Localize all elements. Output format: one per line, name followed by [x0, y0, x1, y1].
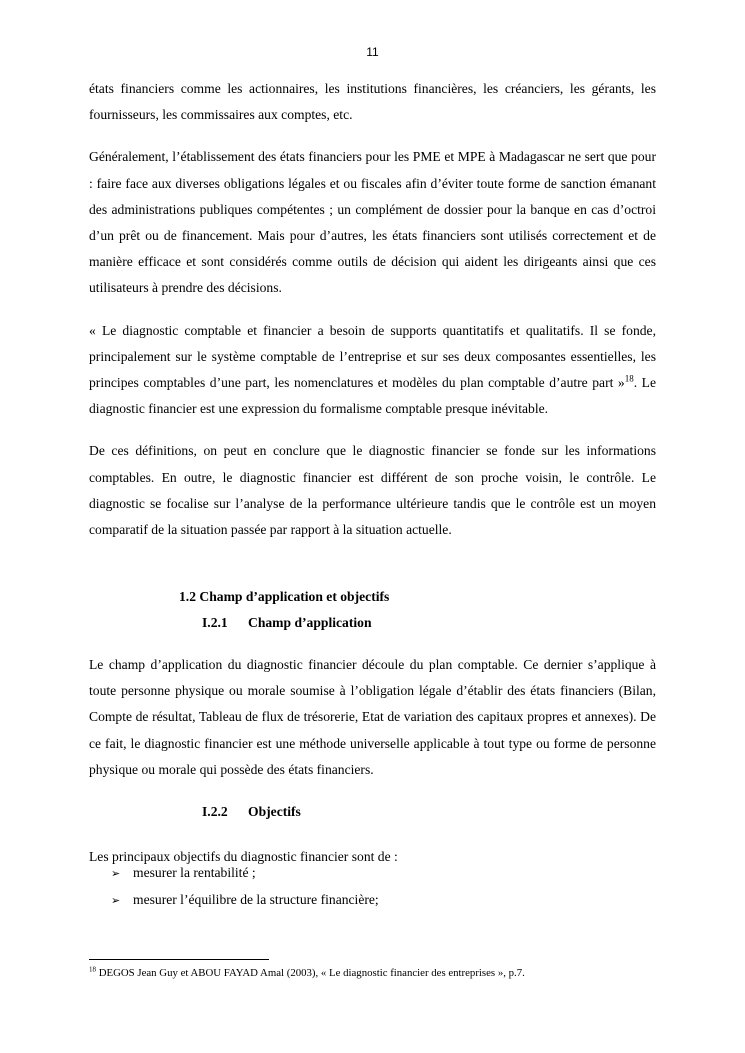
footnote-text: DEGOS Jean Guy et ABOU FAYAD Amal (2003), « Le diagnostic financier des entreprises », p.7. [96, 967, 525, 979]
subsection-heading-1-2-1 [202, 613, 372, 633]
subsection-number: I.2.2 [202, 804, 228, 819]
quote-continuation: . Le diagnostic financier est une expression du formalisme comptable presque inévitable. [89, 375, 656, 417]
list-item [111, 887, 379, 914]
body-text [89, 76, 656, 543]
subsection-number: I.2.1 [202, 615, 228, 630]
paragraph-6: Les principaux objectifs du diagnostic financier sont de : [89, 849, 398, 864]
objectives-list [111, 860, 379, 914]
paragraph-3 [89, 318, 656, 423]
paragraph-4: De ces définitions, on peut en conclure que le diagnostic financier se fonde sur les informations comptables. En outre, le diagnostic financier est différent de son proche voisin, le contrôle. Le diagnostic se focalise sur l’analyse de la performance ultérieure tandis que le contrôle est un moyen comparatif de la situation passée par rapport à la situation actuelle. [89, 443, 656, 538]
body-text-2 [89, 652, 656, 783]
list-item-text: mesurer la rentabilité ; [133, 865, 256, 880]
subsection-title: Champ d’application [248, 615, 372, 630]
footnote-ref[interactable]: 18 [624, 373, 634, 384]
paragraph-2: Généralement, l’établissement des états financiers pour les PME et MPE à Madagascar ne sert que pour : faire face aux diverses obligations légales et ou fiscales afin d’éviter toute forme de sanction émanant des administrations publiques compétentes ; un complément de dossier pour la banque en cas d’octroi d’un prêt ou de financement. Mais pour d’autres, les états financiers sont utilisés correctement et de manière efficace et sont considérés comme outils de décision qui aident les dirigeants ainsi que ces utilisateurs à prendre des décisions. [89, 149, 656, 296]
section-heading-1-2: 1.2 Champ d’application et objectifs [179, 589, 390, 604]
list-item-text: mesurer l’équilibre de la structure financière; [133, 892, 379, 907]
arrow-bullet-icon: ➢ [111, 867, 121, 880]
quote-text: « Le diagnostic comptable et financier a besoin de supports quantitatifs et qualitatifs. Il se fonde, principalement sur le système comptable de l’entreprise et sur ses deux composantes essentielles, les principes comptables d’une part, les nomenclatures et modèles du plan comptable d’autre part » [89, 322, 656, 391]
subsection-heading-1-2-2 [202, 802, 301, 822]
page-number: 11 [366, 45, 379, 59]
subsection-title: Objectifs [248, 804, 301, 819]
list-item [111, 860, 379, 887]
footnote [89, 966, 525, 980]
footnote-separator [89, 959, 269, 960]
paragraph-5: Le champ d’application du diagnostic financier découle du plan comptable. Ce dernier s’applique à toute personne physique ou morale soumise à l’obligation légale d’établir des états financiers (Bilan, Compte de résultat, Tableau de flux de trésorerie, Etat de variation des capitaux propres et annexes). De ce fait, le diagnostic financier est une méthode universelle applicable à tout type ou forme de personne physique ou morale qui possède des états financiers. [89, 657, 656, 777]
arrow-bullet-icon: ➢ [111, 894, 121, 907]
paragraph-1: états financiers comme les actionnaires, les institutions financières, les créanciers, les gérants, les fournisseurs, les commissaires aux comptes, etc. [89, 81, 656, 123]
footnote-number: 18 [89, 965, 96, 974]
